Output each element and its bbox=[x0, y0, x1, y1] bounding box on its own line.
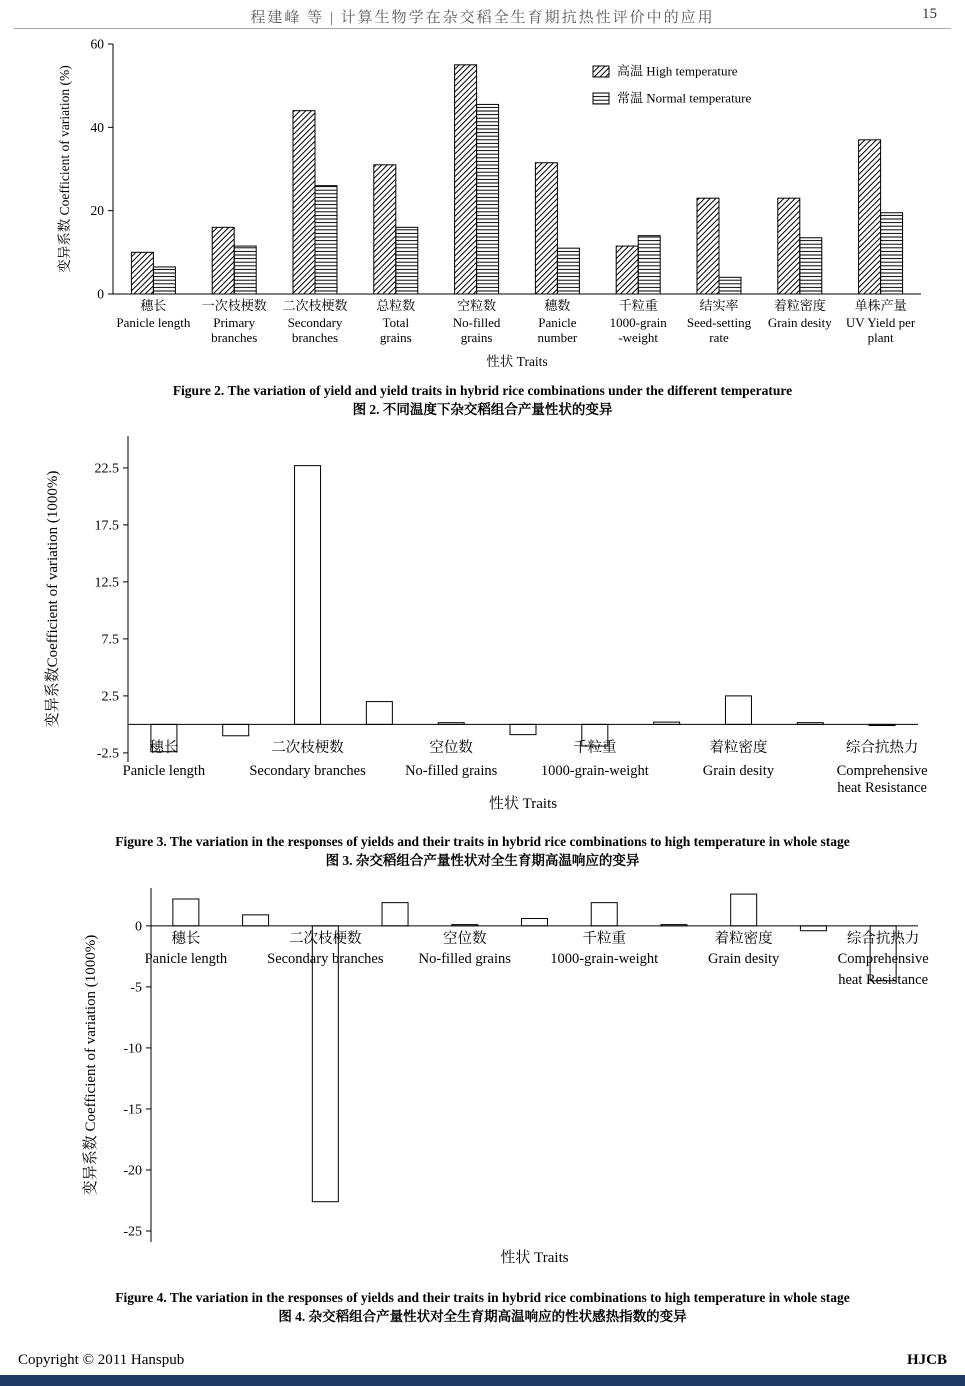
figure-4-caption bbox=[0, 1288, 965, 1326]
bar-fig4-s0-c2 bbox=[312, 926, 338, 1202]
y-tick-label: -25 bbox=[123, 1224, 142, 1240]
category-label-zh: 空粒数 bbox=[457, 298, 497, 313]
header-rule bbox=[14, 28, 951, 29]
y-tick-label: 40 bbox=[90, 119, 104, 135]
bar-fig4-s0-c9 bbox=[800, 926, 826, 931]
fig2-svg bbox=[33, 30, 933, 378]
category-label-en: Secondary branches bbox=[267, 951, 384, 967]
y-axis-title: 变异系数 Coefficient of variation (%) bbox=[57, 65, 72, 273]
y-tick-label: 20 bbox=[90, 203, 104, 219]
category-label-zh: 千粒重 bbox=[573, 740, 617, 756]
y-tick-label: 17.5 bbox=[94, 518, 119, 534]
y-tick-label: 60 bbox=[90, 36, 104, 52]
category-label-zh: 二次枝梗数 bbox=[282, 298, 348, 313]
category-label-zh: 结实率 bbox=[699, 298, 739, 313]
category-label-en: No-filled grains bbox=[418, 951, 511, 967]
bar-fig2-s1-c1 bbox=[234, 246, 256, 294]
y-tick-label: -20 bbox=[123, 1163, 142, 1179]
figure-3-caption-en: Figure 3. The variation in the responses of yields and their traits in hybrid rice combinations to high temperature in whole stage bbox=[115, 834, 850, 849]
category-label-en: grains bbox=[379, 330, 412, 345]
bar-fig4-s0-c0 bbox=[173, 899, 199, 926]
bar-fig2-s0-c7 bbox=[697, 198, 719, 294]
bar-fig2-s0-c2 bbox=[293, 111, 315, 294]
category-label-en: Grain desity bbox=[708, 951, 780, 967]
figure-2-caption-en: Figure 2. The variation of yield and yield traits in hybrid rice combinations under the different temperature bbox=[172, 383, 793, 398]
y-tick-label: 7.5 bbox=[101, 632, 119, 648]
y-axis-title: 变异系数 Coefficient of variation (1000%) bbox=[83, 934, 99, 1196]
category-label-en: Primary bbox=[213, 315, 256, 330]
figure-4-caption-zh: 图 4. 杂交稻组合产量性状对全生育期高温响应的性状感热指数的变异 bbox=[278, 1309, 687, 1324]
figure-3-caption bbox=[0, 832, 965, 870]
bar-fig4-s0-c5 bbox=[522, 919, 548, 926]
bar-fig2-s1-c6 bbox=[638, 236, 660, 294]
category-label-zh: 二次枝梗数 bbox=[271, 740, 344, 756]
figure-2-caption-zh: 图 2. 不同温度下杂交稻组合产量性状的变异 bbox=[352, 402, 613, 417]
category-label-en: number bbox=[537, 330, 578, 345]
bar-fig2-s0-c5 bbox=[535, 163, 557, 294]
bar-fig2-s1-c5 bbox=[557, 248, 579, 294]
y-tick-label: -2.5 bbox=[96, 746, 119, 762]
category-label-en: 1000-grain bbox=[609, 315, 667, 330]
bar-fig3-s0-c1 bbox=[223, 724, 249, 735]
category-label-en: No-filled grains bbox=[405, 763, 498, 779]
y-tick-label: 12.5 bbox=[94, 575, 119, 591]
y-tick-label: -10 bbox=[123, 1041, 142, 1057]
category-label-zh: 千粒重 bbox=[582, 931, 626, 947]
x-axis-title: 性状 Traits bbox=[486, 354, 548, 369]
category-label-zh: 穗长 bbox=[171, 931, 201, 947]
bar-fig2-s0-c8 bbox=[778, 198, 800, 294]
bar-fig2-s0-c0 bbox=[131, 252, 153, 294]
bar-fig2-s1-c4 bbox=[477, 104, 499, 294]
category-label-zh: 着粒密度 bbox=[714, 931, 773, 947]
bar-fig3-s0-c3 bbox=[366, 702, 392, 725]
category-label-en: Comprehensive bbox=[837, 951, 929, 967]
fig4-svg bbox=[33, 882, 933, 1282]
footer-journal: HJCB bbox=[906, 1352, 947, 1368]
category-label-en: heat Resistance bbox=[837, 780, 927, 796]
category-label-en: 1000-grain-weight bbox=[550, 951, 659, 967]
bar-fig2-s0-c1 bbox=[212, 227, 234, 294]
x-axis-title: 性状 Traits bbox=[500, 1250, 569, 1266]
bar-fig2-s1-c8 bbox=[800, 238, 822, 294]
page-number: 15 bbox=[922, 6, 937, 22]
category-label-en: rate bbox=[709, 330, 729, 345]
legend-swatch-0 bbox=[593, 66, 609, 77]
category-label-en: heat Resistance bbox=[838, 972, 929, 988]
category-label-en: No-filled bbox=[452, 315, 501, 330]
figure-4-chart bbox=[33, 882, 933, 1287]
category-label-en: Panicle length bbox=[144, 951, 228, 967]
category-label-zh: 穗长 bbox=[140, 298, 167, 313]
footer-copyright: Copyright © 2011 Hanspub bbox=[18, 1352, 185, 1368]
bar-fig4-s0-c8 bbox=[731, 894, 757, 926]
figure-2-caption bbox=[0, 381, 965, 419]
category-label-en: 1000-grain-weight bbox=[540, 763, 649, 779]
y-tick-label: -15 bbox=[123, 1102, 142, 1118]
category-label-zh: 千粒重 bbox=[618, 298, 658, 313]
legend-label-0: 高温 High temperature bbox=[617, 63, 738, 79]
category-label-en: branches bbox=[211, 330, 258, 345]
category-label-en: UV Yield per bbox=[845, 315, 916, 330]
bar-fig2-s0-c3 bbox=[374, 165, 396, 294]
header-title: 程建峰 等 | 计算生物学在杂交稻全生育期抗热性评价中的应用 bbox=[250, 10, 715, 26]
figure-3-chart bbox=[33, 428, 933, 829]
bar-fig4-s0-c3 bbox=[382, 903, 408, 926]
category-label-en: Total bbox=[382, 315, 410, 330]
x-axis-title: 性状 Traits bbox=[488, 796, 558, 812]
footer-bar bbox=[0, 1375, 965, 1386]
bar-fig2-s0-c6 bbox=[616, 246, 638, 294]
y-tick-label: 22.5 bbox=[94, 461, 119, 477]
category-label-en: Comprehensive bbox=[836, 763, 928, 779]
bar-fig2-s1-c2 bbox=[315, 186, 337, 294]
bar-fig4-s0-c1 bbox=[243, 915, 269, 926]
category-label-zh: 综合抗热力 bbox=[846, 931, 920, 947]
figure-4-caption-en: Figure 4. The variation in the responses of yields and their traits in hybrid rice combinations to high temperature in whole stage bbox=[115, 1290, 850, 1305]
fig3-svg bbox=[33, 428, 933, 824]
category-label-zh: 着粒密度 bbox=[709, 740, 768, 756]
category-label-zh: 空位数 bbox=[443, 931, 487, 947]
category-label-en: grains bbox=[460, 330, 493, 345]
category-label-en: Panicle length bbox=[122, 763, 206, 779]
category-label-zh: 一次枝梗数 bbox=[201, 298, 267, 313]
bar-fig3-s0-c5 bbox=[510, 724, 536, 734]
bar-fig2-s1-c7 bbox=[719, 277, 741, 294]
category-label-en: Grain desity bbox=[767, 315, 832, 330]
category-label-zh: 着粒密度 bbox=[773, 298, 826, 313]
bar-fig2-s1-c9 bbox=[881, 213, 903, 294]
page-header bbox=[0, 6, 965, 27]
category-label-en: Panicle length bbox=[116, 315, 191, 330]
category-label-zh: 综合抗热力 bbox=[845, 740, 919, 756]
figure-3-caption-zh: 图 3. 杂交稻组合产量性状对全生育期高温响应的变异 bbox=[325, 853, 640, 868]
legend-label-1: 常温 Normal temperature bbox=[617, 90, 752, 106]
category-label-zh: 总粒数 bbox=[376, 298, 416, 313]
bar-fig2-s1-c0 bbox=[153, 267, 175, 294]
category-label-en: Grain desity bbox=[702, 763, 775, 779]
bar-fig4-s0-c6 bbox=[591, 903, 617, 926]
category-label-en: Secondary bbox=[287, 315, 343, 330]
category-label-zh: 空位数 bbox=[429, 740, 473, 756]
page-footer bbox=[18, 1352, 947, 1369]
category-label-zh: 单株产量 bbox=[854, 298, 907, 313]
category-label-en: Seed-setting bbox=[686, 315, 752, 330]
bar-fig2-s1-c3 bbox=[396, 227, 418, 294]
category-label-en: plant bbox=[867, 330, 894, 345]
category-label-en: Secondary branches bbox=[249, 763, 366, 779]
category-label-en: branches bbox=[291, 330, 339, 345]
bar-fig3-s0-c8 bbox=[725, 696, 751, 725]
category-label-en: -weight bbox=[618, 330, 659, 345]
y-tick-label: 2.5 bbox=[101, 689, 119, 705]
legend-swatch-1 bbox=[593, 93, 609, 104]
figure-2-chart bbox=[33, 30, 933, 383]
y-tick-label: -5 bbox=[130, 980, 142, 996]
bar-fig2-s0-c9 bbox=[859, 140, 881, 294]
y-tick-label: 0 bbox=[97, 286, 104, 302]
bar-fig2-s0-c4 bbox=[455, 65, 477, 294]
y-tick-label: 0 bbox=[135, 919, 142, 935]
category-label-en: Panicle bbox=[538, 315, 577, 330]
category-label-zh: 穗数 bbox=[544, 298, 571, 313]
category-label-zh: 二次枝梗数 bbox=[289, 931, 362, 947]
bar-fig3-s0-c2 bbox=[295, 466, 321, 725]
category-label-zh: 穗长 bbox=[149, 740, 179, 756]
y-axis-title: 变异系数Coefficient of variation (1000%) bbox=[45, 470, 61, 728]
